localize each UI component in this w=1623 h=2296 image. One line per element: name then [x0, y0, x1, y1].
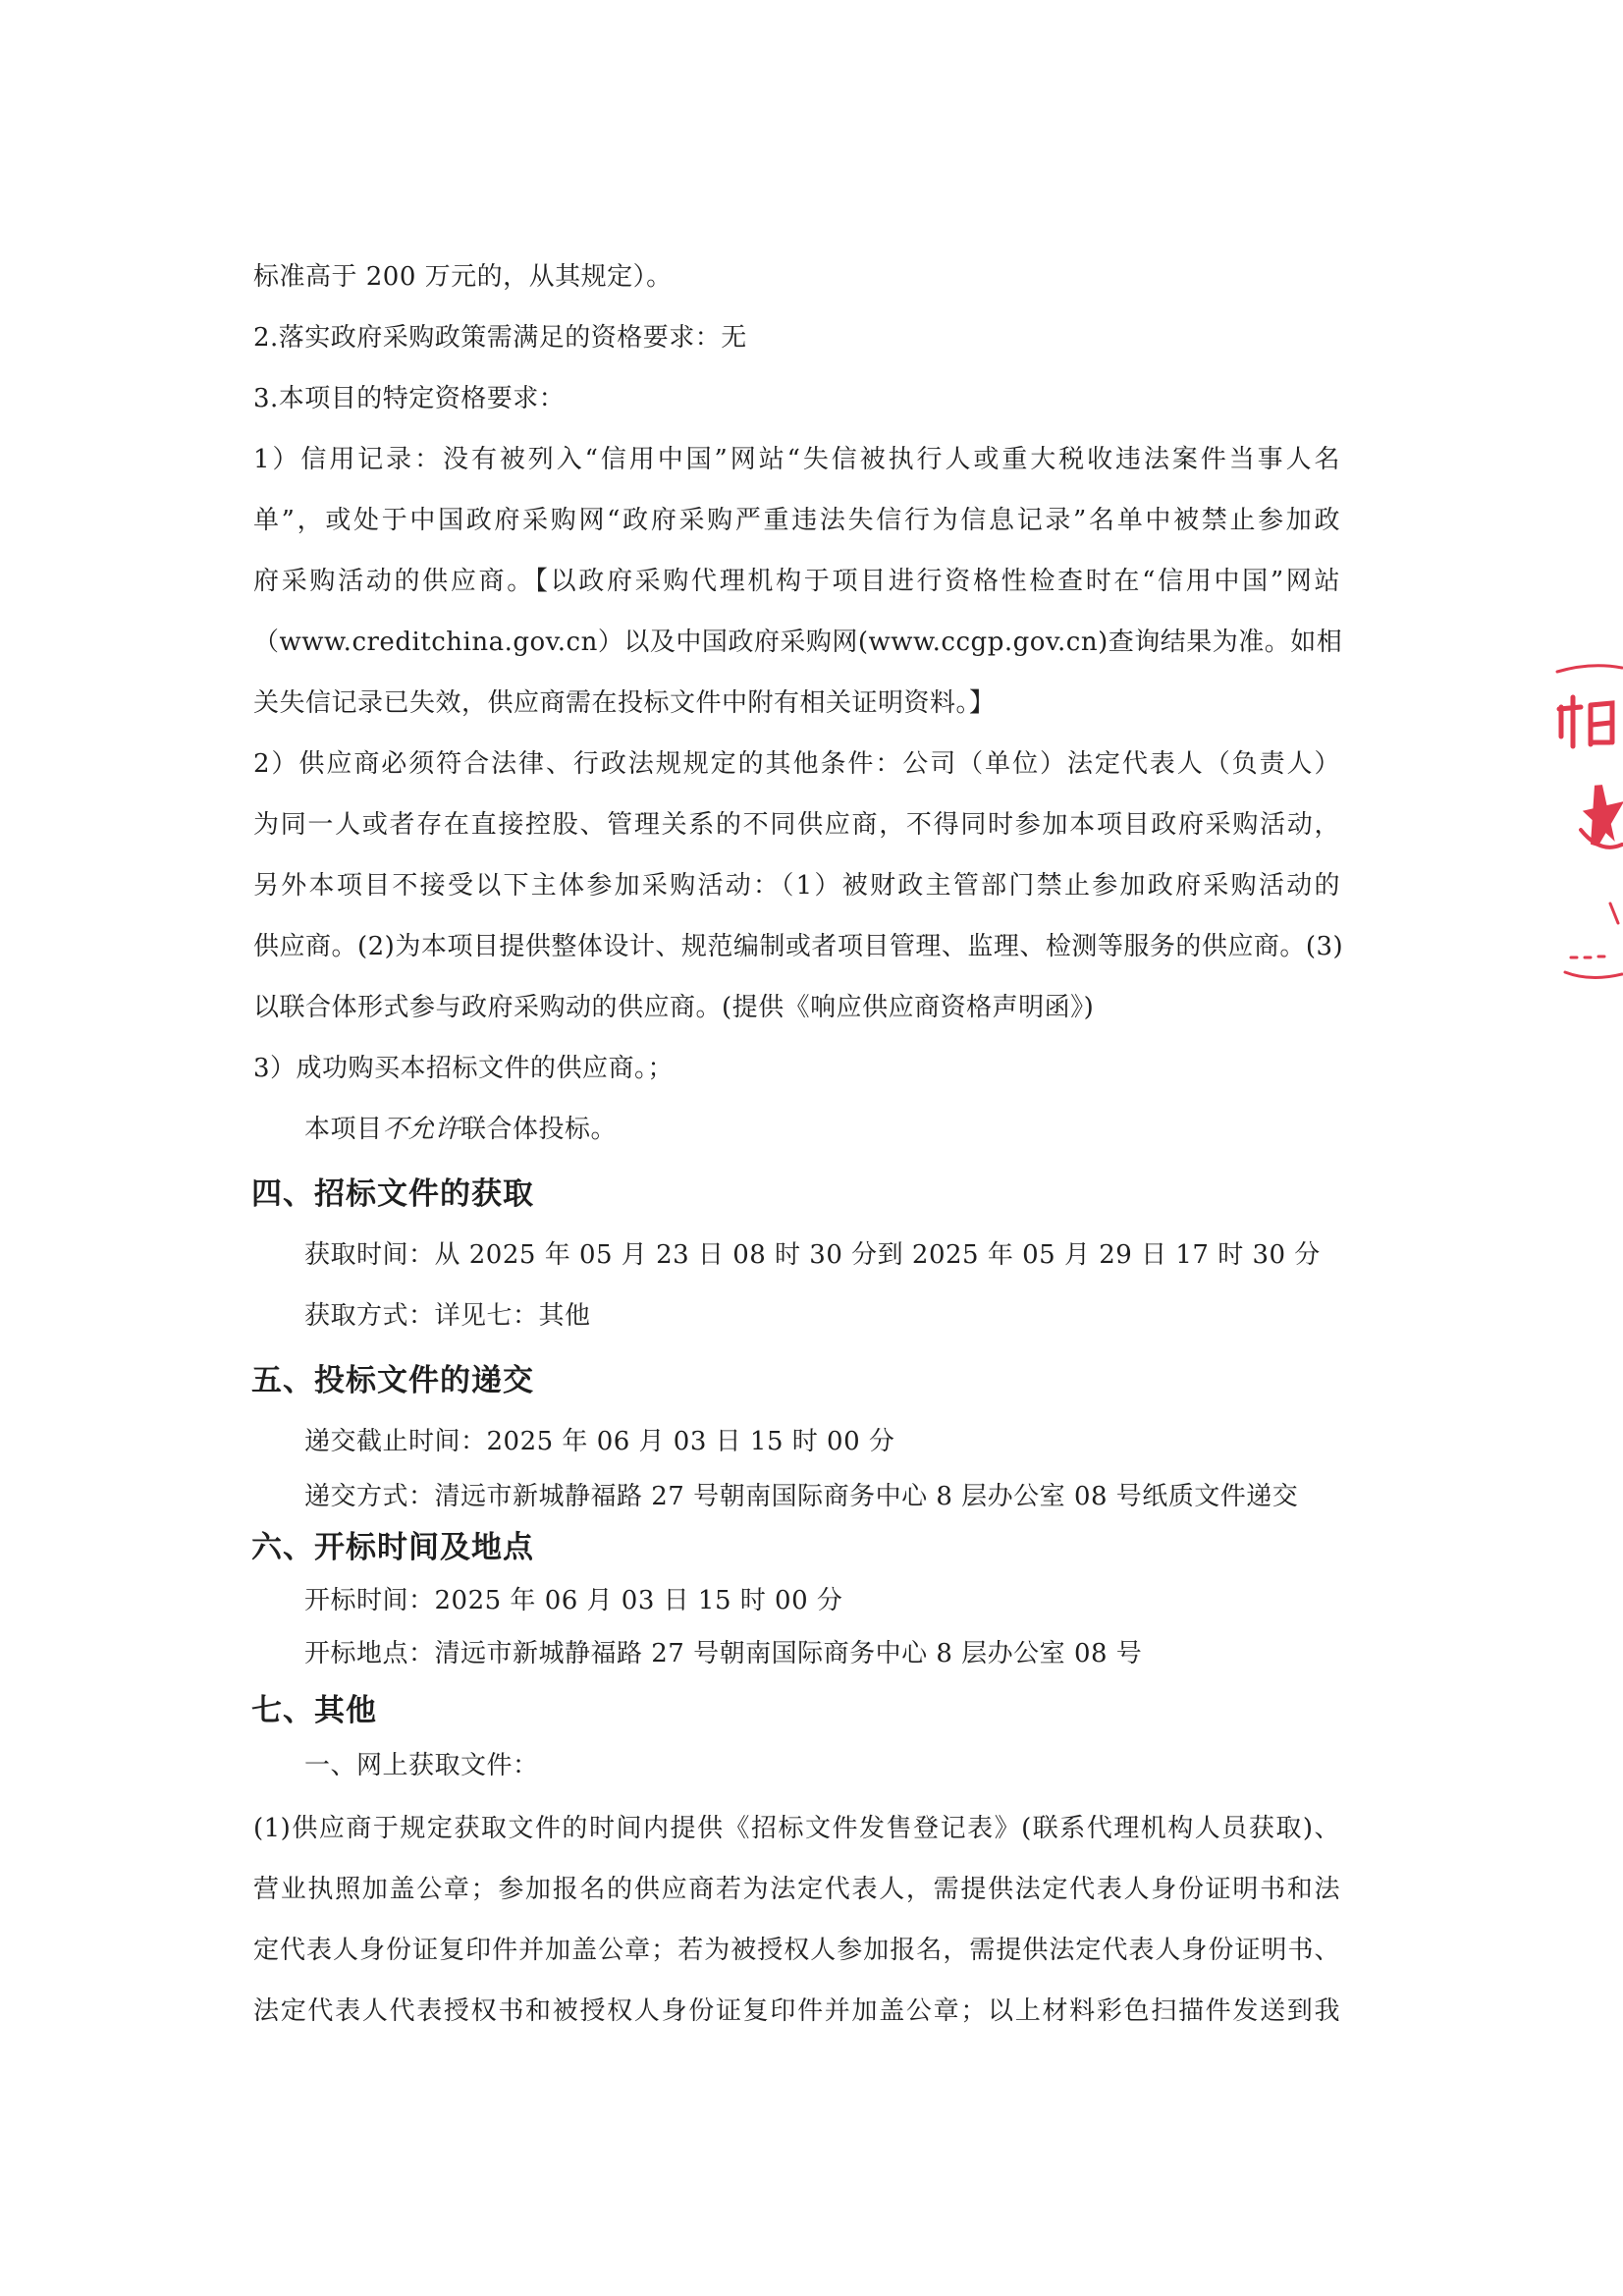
paragraph-line: 关失信记录已失效，供应商需在投标文件中附有相关证明资料。】	[253, 688, 996, 718]
paragraph-line: 以联合体形式参与政府采购动的供应商。(提供《响应供应商资格声明函》)	[253, 993, 1095, 1022]
section-heading-7: 七、其他	[251, 1693, 377, 1728]
opening-time: 开标时间：2025 年 06 月 03 日 15 时 00 分	[304, 1586, 843, 1615]
section-heading-6: 六、开标时间及地点	[251, 1530, 534, 1565]
seal-stroke	[1610, 903, 1618, 923]
specific-requirement-heading: 3.本项目的特定资格要求：	[253, 384, 566, 413]
submission-deadline: 递交截止时间：2025 年 06 月 03 日 15 时 00 分	[304, 1427, 895, 1456]
online-acquisition-heading: 一、网上获取文件：	[304, 1751, 539, 1780]
paragraph-line: 为同一人或者存在直接控股、管理关系的不同供应商，不得同时参加本项目政府采购活动，	[253, 810, 1340, 840]
acquisition-method: 获取方式：详见七：其他	[304, 1301, 591, 1331]
red-seal-icon	[1551, 658, 1623, 1011]
paragraph-line: 营业执照加盖公章；参加报名的供应商若为法定代表人，需提供法定代表人身份证明书和法	[253, 1875, 1340, 1904]
section-heading-4: 四、招标文件的获取	[251, 1176, 534, 1212]
submission-method: 递交方式：清远市新城静福路 27 号朝南国际商务中心 8 层办公室 08 号纸质文件递交	[304, 1482, 1299, 1511]
paragraph-line: 法定代表人代表授权书和被授权人身份证复印件并加盖公章；以上材料彩色扫描件发送到我	[253, 1996, 1340, 2026]
seal-stroke	[1557, 666, 1622, 672]
paragraph-line: 3）成功购买本招标文件的供应商。；	[253, 1054, 675, 1083]
seal-stroke	[1591, 786, 1616, 845]
seal-stroke	[1559, 697, 1581, 746]
paragraph-line: 标准高于 200 万元的，从其规定）。	[253, 262, 673, 292]
section-heading-5: 五、投标文件的递交	[251, 1363, 534, 1398]
paragraph-line: 单”，或处于中国政府采购网“政府采购严重违法失信行为信息记录”名单中被禁止参加政	[253, 506, 1340, 535]
policy-requirement-line: 2.落实政府采购政策需满足的资格要求：无	[253, 323, 747, 353]
paragraph-line: 府采购活动的供应商。【以政府采购代理机构于项目进行资格性检查时在“信用中国”网站	[253, 567, 1340, 596]
seal-stroke	[1591, 703, 1612, 744]
paragraph-line: 定代表人身份证复印件并加盖公章；若为被授权人参加报名，需提供法定代表人身份证明书、	[253, 1936, 1340, 1965]
paragraph-line: 另外本项目不接受以下主体参加采购活动：（1）被财政主管部门禁止参加政府采购活动的	[253, 871, 1340, 901]
opening-place: 开标地点：清远市新城静福路 27 号朝南国际商务中心 8 层办公室 08 号	[304, 1639, 1143, 1668]
acquisition-time: 获取时间：从 2025 年 05 月 23 日 08 时 30 分到 2025 年 05 月 29 日 17 时 30 分	[304, 1240, 1321, 1270]
paragraph-line: 1）信用记录：没有被列入“信用中国”网站“失信被执行人或重大税收违法案件当事人名	[253, 445, 1340, 474]
paragraph-line: （www.creditchina.gov.cn）以及中国政府采购网(www.ccgp.gov.cn)查询结果为准。如相	[253, 628, 1343, 657]
paragraph-line: 2）供应商必须符合法律、行政法规规定的其他条件：公司（单位）法定代表人（负责人）	[253, 749, 1340, 779]
seal-stroke	[1565, 972, 1622, 978]
paragraph-line: (1)供应商于规定获取文件的时间内提供《招标文件发售登记表》(联系代理机构人员获取)、	[253, 1814, 1340, 1843]
paragraph-line: 供应商。(2)为本项目提供整体设计、规范编制或者项目管理、监理、检测等服务的供应商。(3)	[253, 932, 1344, 961]
consortium-note: 本项目不允许联合体投标。	[304, 1115, 618, 1144]
